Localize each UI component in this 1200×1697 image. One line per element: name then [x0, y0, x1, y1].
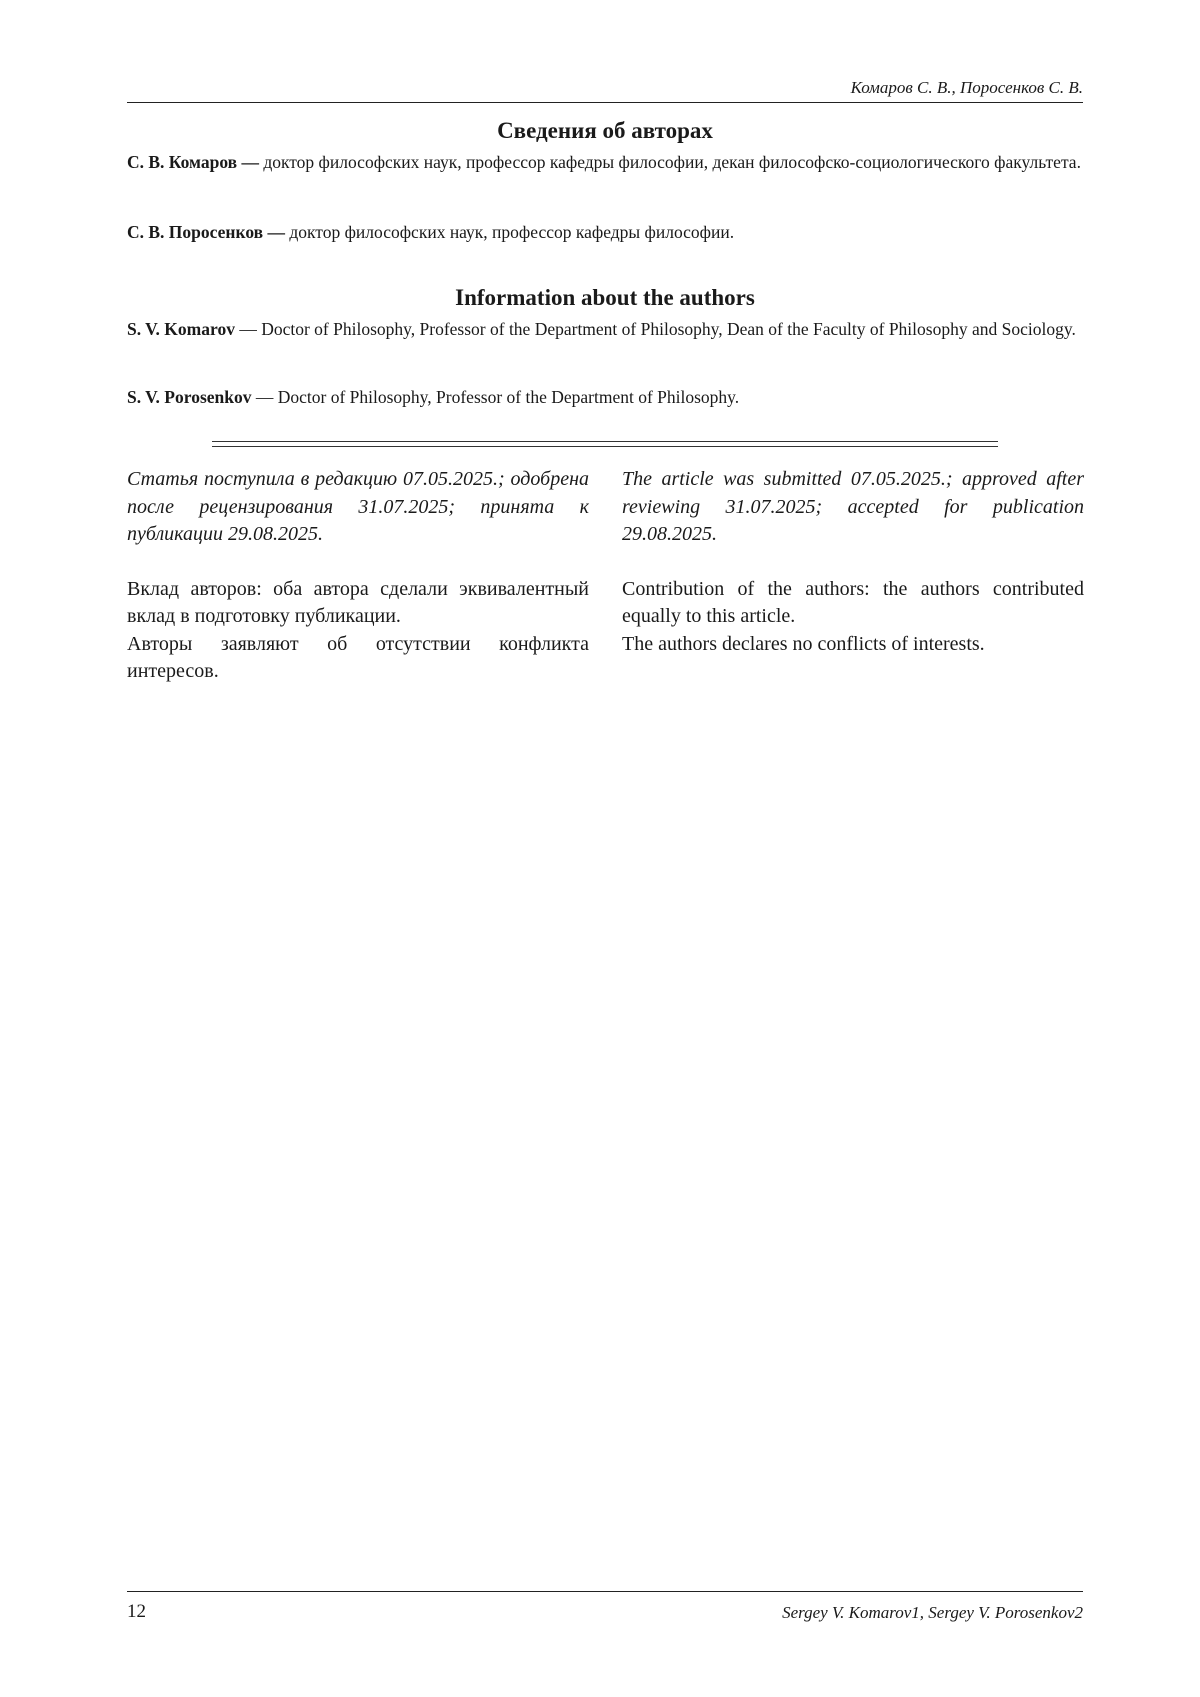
- en-authors-title: Information about the authors: [455, 285, 755, 310]
- en-conflict-note: The authors declares no conflicts of interests.: [622, 632, 985, 655]
- running-head: Комаров С. В., Поросенков С. В.: [850, 78, 1083, 97]
- en-contribution-note: Contribution of the authors: the authors contributed equally to this article.: [622, 577, 1084, 627]
- ru-author-entry-komarov: [127, 149, 1083, 175]
- author-description: доктор философских наук, профессор кафедры философии, декан философско-социологического факультета.: [258, 152, 1081, 172]
- section-divider: [212, 441, 998, 447]
- en-author-entry-porosenkov: [127, 384, 1083, 410]
- ru-contribution-note: Вклад авторов: оба автора сделали эквивалентный вклад в подготовку публикации.: [127, 577, 589, 627]
- en-author-entry-komarov: [127, 316, 1083, 342]
- author-name: С. В. Поросенков —: [127, 222, 285, 242]
- author-name: S. V. Komarov: [127, 319, 235, 339]
- ru-authors-title: Сведения об авторах: [497, 118, 713, 143]
- header-rule: [127, 102, 1083, 103]
- en-notes-column: [622, 466, 1084, 658]
- page-number: 12: [127, 1601, 146, 1622]
- author-name: S. V. Porosenkov: [127, 387, 252, 407]
- author-name: С. В. Комаров —: [127, 152, 259, 172]
- footer-rule: [127, 1591, 1083, 1592]
- en-submission-dates: The article was submitted 07.05.2025.; approved after reviewing 31.07.2025; accepted for publication 29.08.2025.: [622, 468, 1084, 545]
- ru-notes-column: [127, 466, 589, 686]
- author-description: — Doctor of Philosophy, Professor of the Department of Philosophy, Dean of the Faculty of Philosophy and Sociology.: [234, 319, 1076, 339]
- ru-author-entry-porosenkov: [127, 219, 1083, 245]
- ru-conflict-note: Авторы заявляют об отсутствии конфликта интересов.: [127, 632, 589, 682]
- ru-submission-dates: Статья поступила в редакцию 07.05.2025.; одобрена после рецензирования 31.07.2025; принята к публикации 29.08.2025.: [127, 468, 589, 545]
- author-description: — Doctor of Philosophy, Professor of the Department of Philosophy.: [251, 387, 740, 407]
- author-description: доктор философских наук, профессор кафедры философии.: [284, 222, 735, 242]
- running-foot: Sergey V. Komarov1, Sergey V. Porosenkov2: [782, 1603, 1083, 1622]
